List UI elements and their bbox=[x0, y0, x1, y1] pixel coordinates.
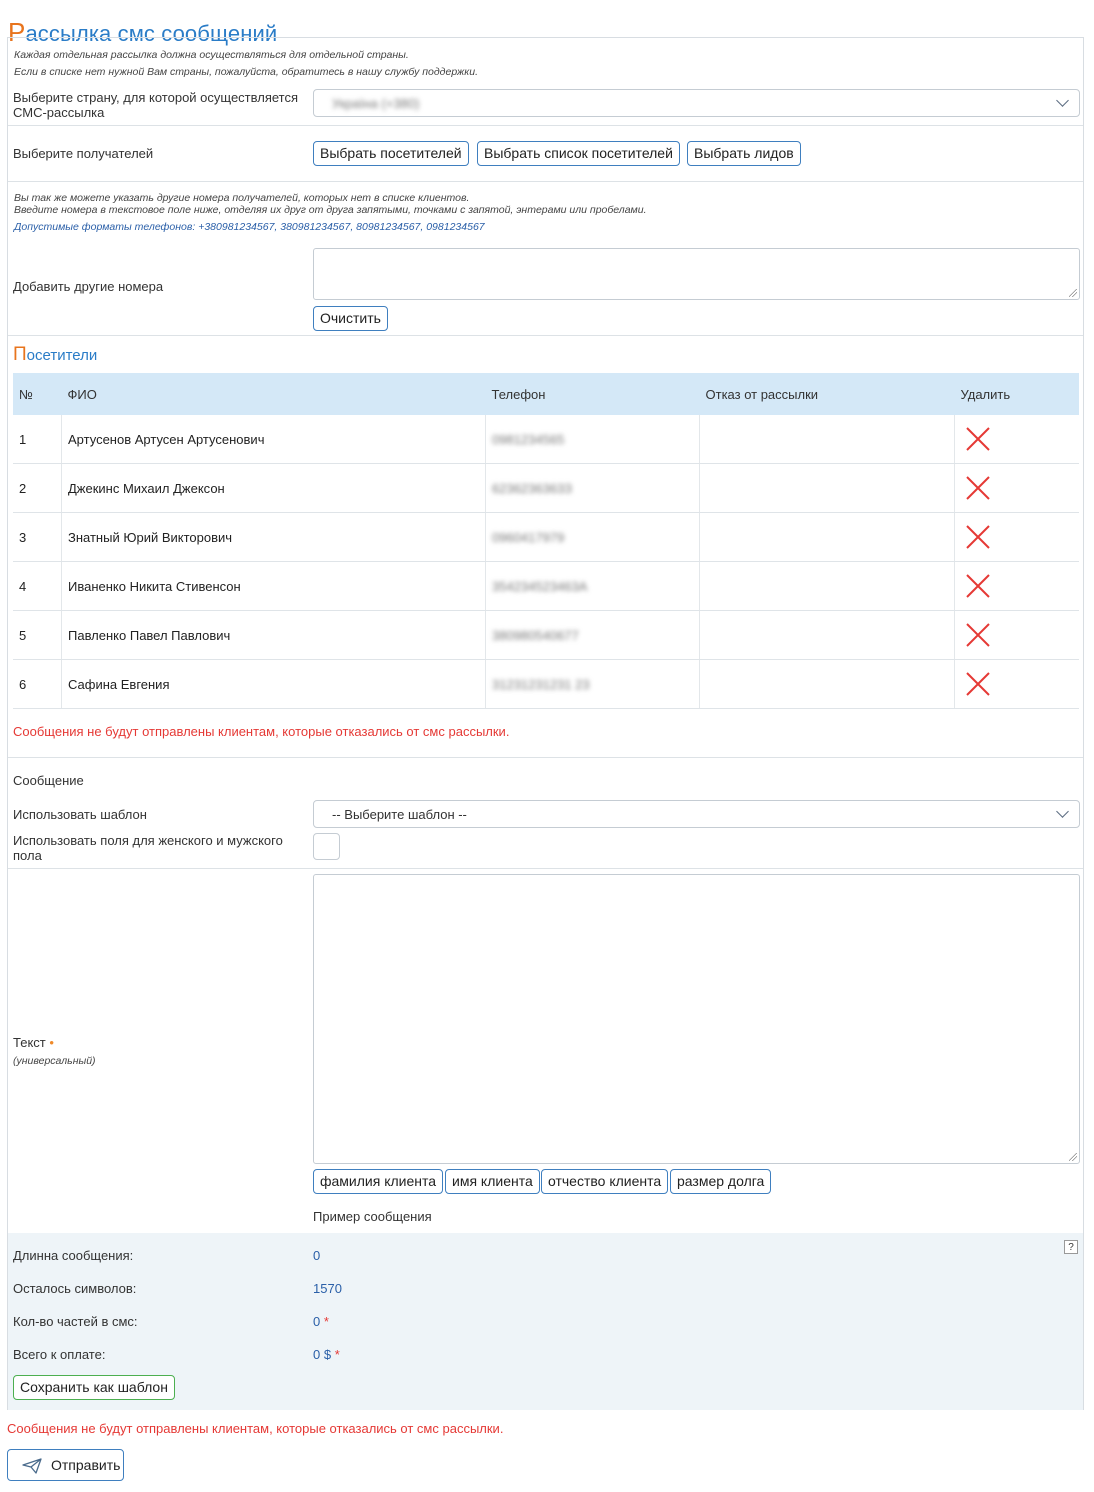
row-delete bbox=[955, 513, 1080, 562]
row-optout bbox=[700, 611, 955, 660]
table-row bbox=[13, 513, 1079, 562]
country-label: Выберите страну, для которой осуществляется СМС-рассылка bbox=[13, 90, 299, 120]
insert-debt-button[interactable]: размер долга bbox=[670, 1169, 771, 1194]
row-optout bbox=[700, 562, 955, 611]
send-button[interactable] bbox=[7, 1449, 124, 1481]
total-value: 0 $ * bbox=[313, 1347, 340, 1362]
visitors-table bbox=[13, 373, 1079, 709]
gender-fields-label: Использовать поля для женского и мужского пола bbox=[13, 833, 283, 863]
row-delete bbox=[955, 611, 1080, 660]
row-phone: 0960417979 bbox=[486, 513, 700, 562]
insert-patronymic-button[interactable]: отчество клиента bbox=[541, 1169, 668, 1194]
country-select-value: Україна (+380) bbox=[332, 96, 420, 111]
table-row bbox=[13, 611, 1079, 660]
row-phone: 380980540677 bbox=[486, 611, 700, 660]
other-numbers-note-2: Введите номера в текстовое поле ниже, отделяя их друг от друга запятыми, точками с запятой, энтерами или пробелами. bbox=[14, 204, 647, 216]
other-numbers-textarea[interactable] bbox=[313, 248, 1080, 300]
column-header-num: № bbox=[13, 373, 62, 415]
example-label: Пример сообщения bbox=[313, 1209, 432, 1224]
other-numbers-note-1: Вы так же можете указать другие номера получателей, которых нет в списке клиентов. bbox=[14, 192, 470, 204]
insert-name-button[interactable]: имя клиента bbox=[445, 1169, 540, 1194]
gender-fields-checkbox[interactable] bbox=[313, 833, 340, 860]
row-num: 6 bbox=[13, 660, 62, 709]
message-textarea[interactable] bbox=[313, 874, 1080, 1164]
row-phone: 354234523463А bbox=[486, 562, 700, 611]
paper-plane-icon bbox=[22, 1458, 42, 1474]
row-delete bbox=[955, 562, 1080, 611]
asterisk: * bbox=[323, 1314, 329, 1329]
country-note-2: Если в списке нет нужной Вам страны, пожалуйста, обратитесь в нашу службу поддержки. bbox=[14, 66, 478, 78]
row-name: Павленко Павел Павлович bbox=[62, 611, 486, 660]
row-delete bbox=[955, 464, 1080, 513]
resize-grip-icon[interactable] bbox=[1069, 289, 1077, 297]
row-optout bbox=[700, 464, 955, 513]
delete-x-icon[interactable] bbox=[965, 622, 991, 648]
column-header-optout: Отказ от рассылки bbox=[700, 373, 955, 415]
table-row bbox=[13, 660, 1079, 709]
select-visitor-list-button[interactable]: Выбрать список посетителей bbox=[477, 141, 680, 166]
row-optout bbox=[700, 415, 955, 464]
message-heading: Сообщение bbox=[13, 773, 84, 788]
table-header-row bbox=[13, 373, 1079, 415]
delete-x-icon[interactable] bbox=[965, 475, 991, 501]
length-value: 0 bbox=[313, 1248, 321, 1263]
template-select-value: -- Выберите шаблон -- bbox=[332, 807, 467, 822]
sms-form-panel bbox=[7, 37, 1084, 1410]
template-select[interactable] bbox=[313, 800, 1080, 828]
resize-grip-icon[interactable] bbox=[1069, 1153, 1077, 1161]
footer-optout-warning: Сообщения не будут отправлены клиентам, которые отказались от смс рассылки. bbox=[7, 1421, 504, 1436]
row-phone: 31231231231 23 bbox=[486, 660, 700, 709]
divider bbox=[8, 181, 1083, 182]
table-row bbox=[13, 415, 1079, 464]
clear-numbers-button[interactable]: Очистить bbox=[313, 306, 388, 331]
row-delete bbox=[955, 660, 1080, 709]
optout-warning: Сообщения не будут отправлены клиентам, которые отказались от смс рассылки. bbox=[13, 724, 510, 739]
country-note-1: Каждая отдельная рассылка должна осуществляться для отдельной страны. bbox=[14, 49, 409, 61]
row-phone: 0981234565 bbox=[486, 415, 700, 464]
recipients-label: Выберите получателей bbox=[13, 146, 154, 161]
row-phone: 6236236363З bbox=[486, 464, 700, 513]
parts-value: 0 * bbox=[313, 1314, 329, 1329]
row-num: 2 bbox=[13, 464, 62, 513]
required-mark: • bbox=[49, 1035, 54, 1050]
row-num: 1 bbox=[13, 415, 62, 464]
page-title: Рассылка смс сообщений bbox=[8, 16, 278, 47]
row-delete bbox=[955, 415, 1080, 464]
save-as-template-button[interactable]: Сохранить как шаблон bbox=[13, 1375, 175, 1400]
remaining-label: Осталось символов: bbox=[13, 1281, 137, 1296]
row-num: 4 bbox=[13, 562, 62, 611]
send-button-label: Отправить bbox=[51, 1457, 121, 1473]
chevron-down-icon bbox=[1056, 94, 1069, 107]
asterisk: * bbox=[334, 1347, 340, 1362]
chevron-down-icon bbox=[1056, 805, 1069, 818]
visitors-section-title: Посетители bbox=[13, 344, 98, 365]
length-label: Длинна сообщения: bbox=[13, 1248, 134, 1263]
table-row bbox=[13, 464, 1079, 513]
row-name: Сафина Евгения bbox=[62, 660, 486, 709]
row-name: Джекинс Михаил Джексон bbox=[62, 464, 486, 513]
text-sublabel: (универсальный) bbox=[13, 1055, 96, 1067]
divider bbox=[8, 757, 1083, 758]
phone-formats-hint: Допустимые форматы телефонов: +380981234567, 380981234567, 80981234567, 0981234567 bbox=[14, 221, 485, 233]
delete-x-icon[interactable] bbox=[965, 573, 991, 599]
other-numbers-label: Добавить другие номера bbox=[13, 279, 164, 294]
table-row bbox=[13, 562, 1079, 611]
help-icon[interactable]: ? bbox=[1064, 1240, 1078, 1254]
row-optout bbox=[700, 513, 955, 562]
select-visitors-button[interactable]: Выбрать посетителей bbox=[313, 141, 469, 166]
insert-surname-button[interactable]: фамилия клиента bbox=[313, 1169, 443, 1194]
parts-label: Кол-во частей в смс: bbox=[13, 1314, 138, 1329]
message-stats bbox=[8, 1233, 1083, 1410]
divider bbox=[8, 335, 1083, 336]
row-name: Артусенов Артусен Артусенович bbox=[62, 415, 486, 464]
delete-x-icon[interactable] bbox=[965, 671, 991, 697]
row-num: 3 bbox=[13, 513, 62, 562]
row-num: 5 bbox=[13, 611, 62, 660]
template-label: Использовать шаблон bbox=[13, 807, 147, 822]
row-name: Знатный Юрий Викторович bbox=[62, 513, 486, 562]
remaining-value: 1570 bbox=[313, 1281, 342, 1296]
delete-x-icon[interactable] bbox=[965, 426, 991, 452]
divider bbox=[8, 125, 1083, 126]
total-label: Всего к оплате: bbox=[13, 1347, 106, 1362]
text-label: Текст • bbox=[13, 1035, 54, 1050]
delete-x-icon[interactable] bbox=[965, 524, 991, 550]
divider bbox=[8, 868, 1083, 869]
country-select[interactable] bbox=[313, 89, 1080, 117]
row-optout bbox=[700, 660, 955, 709]
column-header-delete: Удалить bbox=[955, 373, 1080, 415]
column-header-phone: Телефон bbox=[486, 373, 700, 415]
row-name: Иваненко Никита Стивенсон bbox=[62, 562, 486, 611]
select-leads-button[interactable]: Выбрать лидов bbox=[687, 141, 801, 166]
column-header-name: ФИО bbox=[62, 373, 486, 415]
